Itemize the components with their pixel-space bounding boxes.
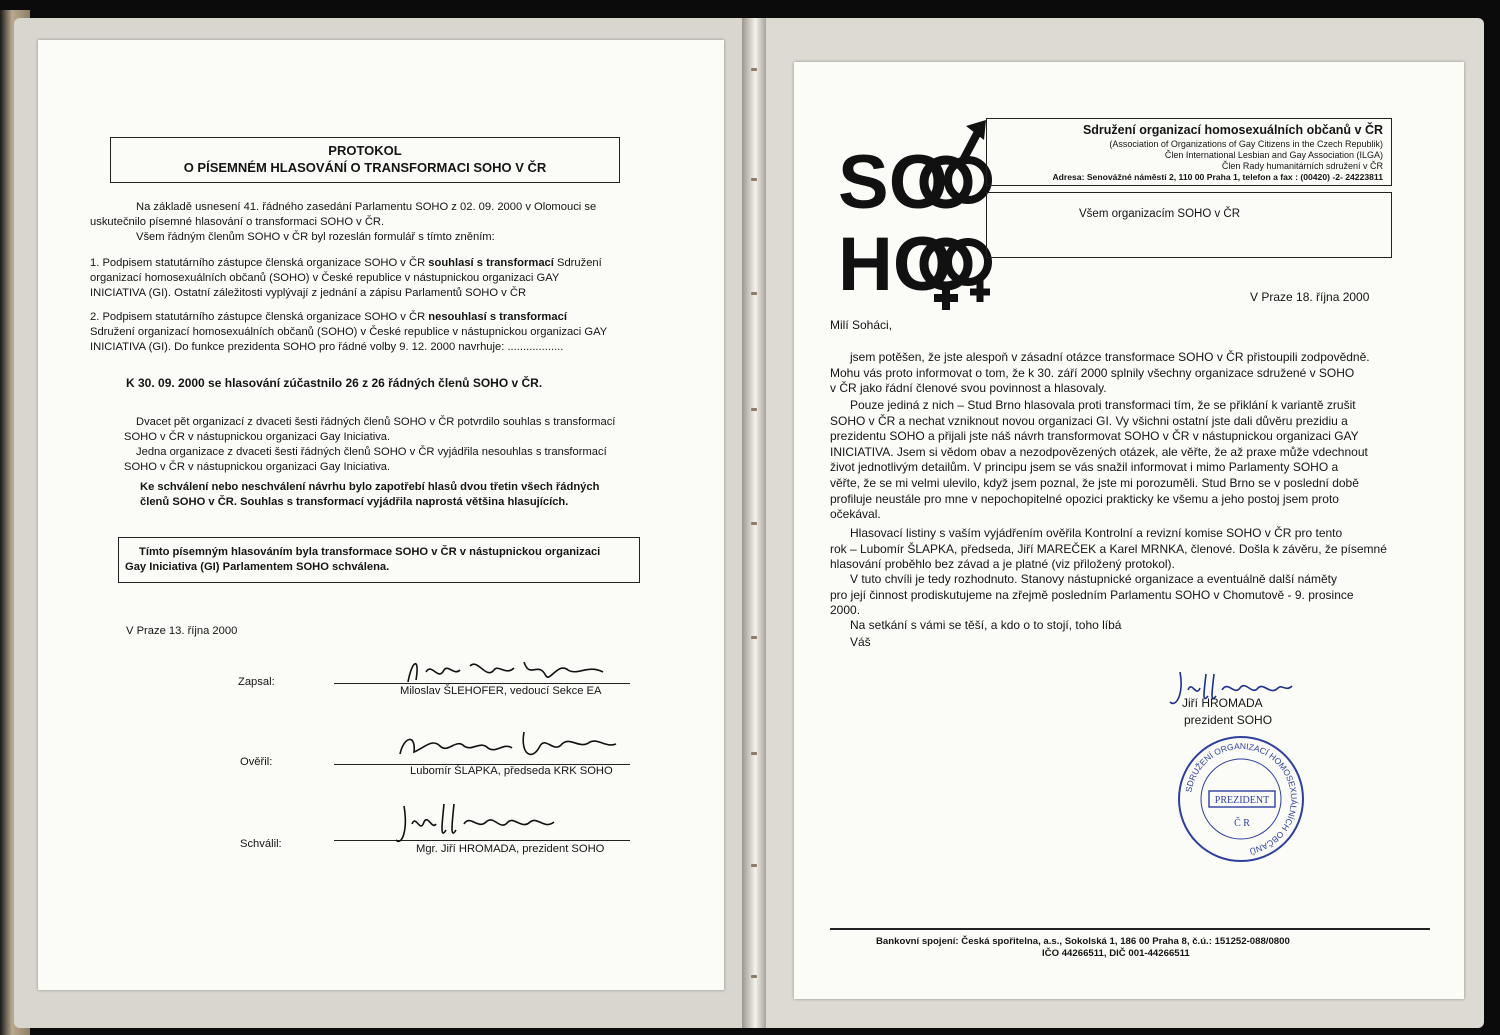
org-address: Adresa: Senovážné náměstí 2, 110 00 Praha 1, telefon a fax : (00420) -2- 24223811 [1052,172,1383,182]
letter-line: profiluje neustále pro mne v nepochopitelné opozici prakticky ke všemu a jeho postoj jsem proto [830,491,1339,506]
letter-line: rok – Lubomír ŠLAPKA, předseda, Jiří MAREČEK a Karel MRNKA, členové. Došla k závěru, že písemné [830,541,1387,556]
soho-logo [834,114,994,310]
protocol-date: V Praze 13. října 2000 [126,625,238,637]
sig-name-slehofer: Miloslav ŠLEHOFER, vedoucí Sekce EA [400,685,602,697]
approval-line: Ke schválení nebo neschválení návrhu bylo zapotřebí hlasů dvou třetin všech řádných [140,481,600,493]
stitch [751,636,757,639]
letter-line: pro její činnost prodiskutujeme na zřejmě posledním Parlamentu SOHO v Chomutově - 9. prosince [830,587,1354,602]
option-1-text: 1. Podpisem statutárního zástupce členská organizace SOHO v ČR [90,257,426,269]
option-1-line [90,256,602,271]
footer-bank: Bankovní spojení: Česká spořitelna, a.s., Sokolská 1, 186 00 Praha 8, č.ú.: 151252-088/0800 [876,936,1290,947]
recipient: Všem organizacím SOHO v ČR [1079,208,1241,220]
org-name: Sdružení organizací homosexuálních občanů v ČR [1082,123,1383,137]
letter-line: Pouze jediná z nich – Stud Brno hlasovala proti transformaci tím, že se přiklání k variantě zrušit [850,398,1356,412]
stitch [751,68,757,71]
intro-line: Na základě usnesení 41. řádného zasedání Parlamentu SOHO z 02. 09. 2000 v Olomouci se [136,201,597,213]
option-2-line: INICIATIVA (GI). Do funkce prezidenta SOHO pro řádné volby 9. 12. 2000 navrhuje: .................. [90,341,564,353]
logo-letters: SO [838,140,948,225]
option-2-line [90,310,567,325]
stitch [751,178,757,181]
letter-line: INICIATIVA. Jsem si vědom obav a nezodpovězených otázek, ale věřte, že až praxe může vdechnout [830,444,1368,459]
letter-line: jsem potěšen, že jste alespoň v zásadní otázce transformace SOHO v ČR přistoupili zodpovědně. [850,350,1370,364]
result-box-line: Tímto písemným hlasováním byla transformace SOHO v ČR v nástupnickou organizaci [139,546,601,558]
org-membership: Člen International Lesbian and Gay Association (ILGA) [1164,150,1383,160]
option-1-text2: Sdružení [556,257,602,269]
letter-page [794,62,1464,999]
salutation: Milí Soháci, [830,318,893,332]
letter-line: očekával. [830,507,881,522]
footer-ids: IČO 44266511, DIČ 001-44266511 [1042,948,1190,959]
approval-line: členů SOHO v ČR. Souhlas s transformací vyjádřila naprostá většina hlasujících. [140,496,569,508]
letter-line: život jednotlivým detailům. V principu jsem se vás snažil informovat i mimo Parlamenty SOHO a [830,460,1339,475]
intro-line: Všem řádným členům SOHO v ČR byl rozeslán formulář s tímto zněním: [136,231,495,243]
stitch [751,752,757,755]
letter-line: v ČR jako řádní členové svou povinnost a hlasovaly. [830,381,1107,396]
sig-name-slapka: Lubomír ŠLAPKA, předseda KRK SOHO [410,765,613,777]
result-box [118,537,640,583]
stamp-center: PREZIDENT [1214,795,1270,806]
option-1-bold: souhlasí s transformací [428,257,554,269]
letterhead-box [986,118,1392,186]
sig-label-schvalil: Schválil: [240,838,282,850]
participation-line: K 30. 09. 2000 se hlasování zúčastnilo 26 z 26 řádných členů SOHO v ČR. [126,376,543,390]
result-line: SOHO v ČR v nástupnickou organizaci Gay Iniciativa. [124,431,391,443]
letter-line: hlasování proběhlo bez závad a je platné (viz přiložený protokol). [830,557,1175,572]
org-english-name: (Association of Organizations of Gay Citizens in the Czech Republik) [1109,139,1383,149]
closing-line: Na setkání s vámi se těší, a kdo o to stojí, toho líbá [850,618,1122,632]
intro-line: uskutečnilo písemné hlasování o transformaci SOHO v ČR. [90,216,385,228]
stitch [751,292,757,295]
result-line: Jedna organizace z dvaceti šesti řádných členů SOHO v ČR vyjádřila nesouhlas s transformací [136,446,607,458]
stitch [751,975,757,978]
sig-name-hromada: Mgr. Jiří HROMADA, prezident SOHO [416,843,605,855]
stitch [751,864,757,867]
option-2-line: Sdružení organizací homosexuálních občanů (SOHO) v České republice v nástupnickou organizaci GAY [90,326,608,338]
logo-letters: HO [838,222,952,307]
sig-label-zapsal: Zapsal: [238,676,275,688]
option-1-line: INICIATIVA (GI). Ostatní záležitosti vyplývají z jednání a zápisu Parlamentů SOHO v ČR [90,287,527,299]
protocol-title: PROTOKOL [328,143,402,158]
protocol-subtitle: O PÍSEMNÉM HLASOVÁNÍ O TRANSFORMACI SOHO V ČR [183,160,547,175]
option-2-bold: nesouhlasí s transformací [428,311,567,323]
letter-line: Mohu vás proto informovat o tom, že k 30. září 2000 splnily všechny organizace sdružené v SOHO [830,365,1355,380]
letter-line: Hlasovací listiny s vaším vyjádřením ověřila Kontrolní a revizní komise SOHO v ČR pro tento [850,526,1343,540]
letter-line: věřte, že se mi velmi ulevilo, když jsem poznal, že jste mi porozuměli. Stud Brno se v poslední době [830,476,1359,490]
letter-line: 2000. [830,603,861,618]
signer-name: Jiří HROMADA [1182,696,1263,710]
signer-title: prezident SOHO [1184,713,1273,727]
closing-line: Váš [850,635,871,649]
result-box-line: Gay Iniciativa (GI) Parlamentem SOHO schválena. [125,561,390,573]
stamp-bottom: Č R [1234,818,1250,829]
side-label [1484,930,1498,1030]
result-line: Dvacet pět organizací z dvaceti šesti řádných členů SOHO v ČR potvrdilo souhlas s transformací [136,416,616,428]
letter-line: SOHO v ČR a nechat vzniknout novou organizaci GI. Vy všichni ostatní jste dali důvěru prezidiu a [830,413,1348,428]
option-2-text: 2. Podpisem statutárního zástupce členská organizace SOHO v ČR [90,311,426,323]
official-stamp [1176,734,1306,864]
protocol-page [38,40,724,990]
footer-rule [830,928,1430,930]
stamp-ring-text: SDRUŽENÍ ORGANIZACÍ HOMOSEXUÁLNÍCH OBČANŮ [1183,740,1300,857]
letter-date: V Praze 18. října 2000 [1250,290,1370,304]
stitch [751,522,757,525]
recipient-box [986,192,1392,258]
result-line: SOHO v ČR v nástupnickou organizaci Gay Iniciativa. [124,461,391,473]
letter-line: prezidentu SOHO a přijali jste náš návrh transformovat SOHO v ČR v nástupnickou organizaci GAY [830,429,1359,444]
signature-slapka [394,724,624,768]
letter-line: V tuto chvíli je tedy rozhodnuto. Stanovy nástupnické organizace a eventuálně další náměty [850,572,1337,586]
option-1-line: organizací homosexuálních občanů (SOHO) v České republice v nástupnickou organizaci GAY [90,272,560,284]
protocol-title-box [110,137,620,183]
sig-label-overil: Ověřil: [240,756,273,768]
org-membership: Člen Rady humanitárních sdružení v ČR [1221,161,1383,171]
stitch [751,408,757,411]
